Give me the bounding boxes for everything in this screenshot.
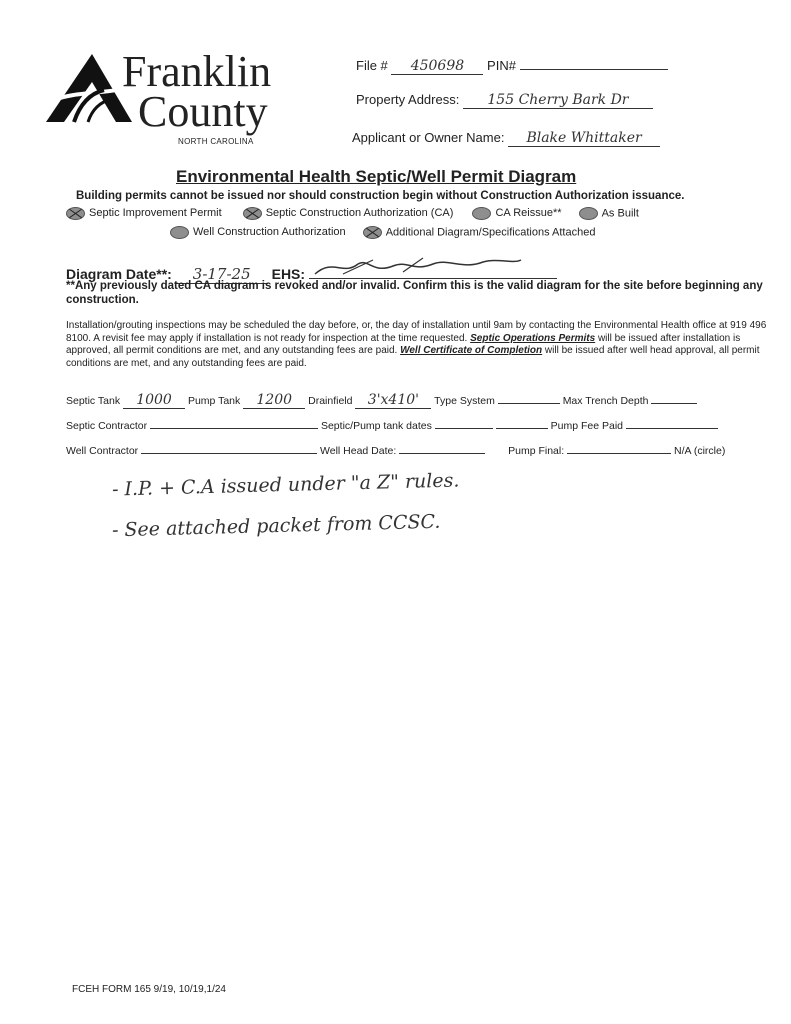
well-construction-label: Well Construction Authorization <box>193 226 346 239</box>
pump-final-label: Pump Final: <box>508 445 565 457</box>
septic-tank-value[interactable]: 1000 <box>123 392 185 409</box>
owner-name-row <box>352 130 660 147</box>
logo-franklin: Franklin <box>122 47 272 96</box>
well-fields-row <box>66 442 725 457</box>
septic-improvement-checkbox[interactable] <box>66 207 85 220</box>
file-label: File # <box>356 58 388 73</box>
construction-notice: Building permits cannot be issued nor should construction begin without Construction Authorization issuance. <box>76 190 685 202</box>
well-certificate-text: Well Certificate of Completion <box>400 345 543 356</box>
logo-county: County <box>138 87 268 136</box>
pump-fee-value[interactable] <box>626 417 718 429</box>
county-logo <box>44 44 304 154</box>
form-footer: FCEH FORM 165 9/19, 10/19,1/24 <box>72 984 226 995</box>
permit-types-row-1 <box>66 207 639 220</box>
type-system-value[interactable] <box>498 392 560 404</box>
form-title: Environmental Health Septic/Well Permit Diagram <box>176 167 577 186</box>
revocation-warning: **Any previously dated CA diagram is revoked and/or invalid. Confirm this is the valid diagram for the site before beginning any construction. <box>66 280 763 306</box>
pump-final-value[interactable] <box>567 442 671 454</box>
max-trench-value[interactable] <box>651 392 697 404</box>
drainfield-label: Drainfield <box>308 395 353 407</box>
ehs-label: EHS: <box>271 266 306 282</box>
property-address-label: Property Address: <box>356 92 460 107</box>
well-contractor-label: Well Contractor <box>66 445 139 457</box>
instructions-part-1: Installation/grouting inspections may be scheduled the day before, or, the day of installation until 9am by contacting the Environmental Health office at 919 496 8100. A revisit fee may apply if installation is not ready for inspection at the time requested. <box>66 320 767 344</box>
ca-reissue-checkbox[interactable] <box>472 207 491 220</box>
max-trench-label: Max Trench Depth <box>562 395 649 407</box>
pump-tank-label: Pump Tank <box>187 395 241 407</box>
inspection-instructions <box>66 320 771 370</box>
ehs-signature-field[interactable] <box>309 262 557 279</box>
pump-fee-label: Pump Fee Paid <box>550 420 624 432</box>
as-built-label: As Built <box>601 207 639 220</box>
additional-diagram-checkbox[interactable] <box>363 226 382 239</box>
diagram-date-label: Diagram Date**: <box>66 266 172 282</box>
septic-pump-dates-value[interactable] <box>435 417 493 429</box>
owner-name-label: Applicant or Owner Name: <box>352 130 505 145</box>
septic-pump-dates-label: Septic/Pump tank dates <box>320 420 432 432</box>
mountain-logo-icon <box>44 52 134 124</box>
owner-name-value[interactable]: Blake Whittaker <box>508 130 660 147</box>
septic-improvement-label: Septic Improvement Permit <box>89 207 222 220</box>
signature-scribble-icon <box>313 256 523 278</box>
septic-contractor-value[interactable] <box>150 417 318 429</box>
instructions-part-3: will be issued after well head approval, all permit conditions are met, and any outstanding fees are paid. <box>66 345 760 369</box>
na-circle-label[interactable]: N/A (circle) <box>674 445 726 457</box>
tank-fields-row <box>66 392 697 409</box>
contractor-fields-row <box>66 417 718 432</box>
septic-tank-label: Septic Tank <box>66 395 121 407</box>
property-address-row <box>356 92 653 109</box>
file-number-row <box>356 55 668 75</box>
pin-label: PIN# <box>487 58 516 73</box>
property-address-value[interactable]: 155 Cherry Bark Dr <box>463 92 653 109</box>
ca-reissue-label: CA Reissue** <box>495 207 562 220</box>
septic-construction-checkbox[interactable] <box>243 207 262 220</box>
permit-types-row-2 <box>170 226 595 239</box>
as-built-checkbox[interactable] <box>579 207 598 220</box>
handwritten-note-2: - See attached packet from CCSC. <box>111 510 441 542</box>
logo-state: NORTH CAROLINA <box>178 137 254 146</box>
septic-pump-dates-value-2[interactable] <box>496 417 548 429</box>
additional-diagram-label: Additional Diagram/Specifications Attached <box>385 226 596 239</box>
pin-value[interactable] <box>520 55 668 70</box>
well-construction-checkbox[interactable] <box>170 226 189 239</box>
type-system-label: Type System <box>434 395 495 407</box>
instructions-part-2: will be issued after installation is approved, all permit conditions are met, and any outstanding fees are paid. <box>66 332 741 356</box>
septic-operations-permits-text: Septic Operations Permits <box>470 332 596 344</box>
well-head-date-label: Well Head Date: <box>320 445 397 457</box>
drainfield-value[interactable]: 3'x410' <box>355 392 431 409</box>
diagram-date-value[interactable]: 3-17-25 <box>176 265 268 284</box>
handwritten-note-1: - I.P. + C.A issued under "a Z" rules. <box>111 469 460 501</box>
septic-construction-label: Septic Construction Authorization (CA) <box>265 207 454 220</box>
well-contractor-value[interactable] <box>141 442 317 454</box>
file-number-value[interactable]: 450698 <box>391 58 483 75</box>
well-head-date-value[interactable] <box>399 442 485 454</box>
septic-contractor-label: Septic Contractor <box>66 420 148 432</box>
pump-tank-value[interactable]: 1200 <box>243 392 305 409</box>
